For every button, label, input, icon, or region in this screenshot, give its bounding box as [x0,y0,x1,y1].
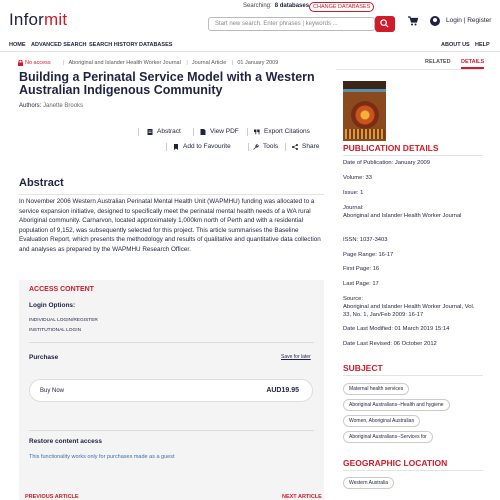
subject-chip[interactable]: Maternal health services [343,383,409,395]
no-access-badge: No access [18,60,51,66]
meta-date-last-revised: Date Last Revised: 06 October 2012 [343,341,437,347]
share-button[interactable]: Share [292,143,319,150]
divider [138,128,139,136]
tools-button[interactable]: Tools [253,143,278,150]
save-for-later-link[interactable]: Save for later [281,354,311,360]
journal-cover-image [343,81,386,141]
meta-date-of-publication: Date of Publication: January 2009 [343,160,431,166]
journal-link[interactable]: Aboriginal and Islander Health Worker Journal [68,60,181,66]
meta-journal-value: Aboriginal and Islander Health Worker Journal [343,213,462,219]
abstract-button[interactable]: Abstract [147,128,181,135]
add-to-favourite-button[interactable]: Add to Favourite [173,143,231,150]
meta-last-page: Last Page: 17 [343,281,379,287]
meta-volume: Volume: 33 [343,175,373,181]
divider [247,128,248,136]
access-content-panel [19,280,324,500]
search-input[interactable]: Start new search. Enter phrases | keywords ... [208,17,375,31]
meta-issue: Issue: 1 [343,190,364,196]
share-icon [292,144,298,150]
article-type: Journal Article [191,60,227,66]
user-icon[interactable] [430,16,440,26]
meta-source-label: Source: [343,296,363,302]
meta-issn: ISSN: 1037-3403 [343,237,388,243]
divider [29,430,314,431]
individual-login-link[interactable]: INDIVIDUAL LOGIN/REGISTER [29,318,98,323]
nav-about-us[interactable]: ABOUT US [441,42,470,48]
authors: Authors: Janette Brooks [19,103,84,109]
article-title: Building a Perinatal Service Model with a Western Australian Indigenous Community [19,70,315,97]
login-register-link[interactable]: Login | Register [446,17,492,24]
tab-details[interactable]: DETAILS [461,59,484,69]
article-meta-bar: | Aboriginal and Islander Health Worker Journal | Journal Article | 01 January 2009 [63,60,279,66]
price: AUD19.95 [266,387,299,394]
access-content-heading: ACCESS CONTENT [29,286,94,293]
quote-icon [254,129,260,135]
subject-chip[interactable]: Aboriginal Australians--Services for [343,431,433,443]
purchase-label: Purchase [29,354,59,361]
search-button[interactable] [375,16,395,32]
search-icon [380,19,389,28]
nav-databases[interactable]: DATABASES [139,42,173,48]
meta-date-last-modified: Date Last Modified: 01 March 2019 15:14 [343,326,450,332]
institutional-login-link[interactable]: INSTITUTIONAL LOGIN [29,328,82,333]
geographic-location-heading: GEOGRAPHIC LOCATION [343,458,448,468]
divider [166,143,167,151]
subject-chip[interactable]: Women, Aboriginal Australian [343,415,420,427]
divider [343,155,483,156]
nav-search-history[interactable]: SEARCH HISTORY [89,42,138,48]
meta-page-range: Page Range: 16-17 [343,252,394,258]
meta-first-page: First Page: 16 [343,266,380,272]
restore-access-text: This functionality works only for purchases made as a guest [29,454,175,460]
author-link[interactable]: Janette Brooks [43,103,84,109]
view-pdf-button[interactable]: View PDF [200,128,239,135]
export-citations-button[interactable]: Export Citations [254,128,310,135]
divider [29,342,314,343]
divider [248,143,249,151]
subject-heading: SUBJECT [343,363,383,373]
abstract-divider [19,194,324,195]
restore-access-heading: Restore content access [29,438,102,445]
nav-home[interactable]: HOME [9,42,26,48]
buy-now-label: Buy Now [40,388,65,394]
lock-icon [18,60,23,66]
divider [193,128,194,136]
meta-source-value: Aboriginal and Islander Health Worker Journal, Vol. 33, No. 1, Jan/Feb 2009: 16-17 [343,304,475,318]
tabs-divider [336,69,482,70]
login-options-label: Login Options: [29,302,76,309]
article-date: 01 January 2009 [237,60,279,66]
meta-journal-label: Journal: [343,205,364,211]
abstract-text: In November 2006 Western Australian Perinatal Mental Health Unit (WAPMHU) funding was allocated to a service expansion initiative, designed to specifically meet the perinatal mental health needs of a WA rural Aboriginal community. Carnarvon, located approximately 1,000km north of Perth and with a residential population of 9,152, was subsequently selected for this project. This article summarises the Baseline Evaluation Report, which presents the methodology and results of qualitative and quantitative data collection and analyses as prepared by the WAPMHU Research Officer. [19,198,321,253]
searching-databases: Searching: 8 databases [243,3,310,9]
informit-logo[interactable]: Informit [9,10,68,29]
buy-now-button[interactable] [29,379,313,402]
nav-help[interactable]: HELP [475,42,490,48]
bookmark-icon [173,144,179,150]
wrench-icon [253,144,259,150]
cart-icon[interactable] [408,16,418,26]
change-databases-button[interactable]: CHANGE DATABASES [309,2,374,12]
divider [343,375,483,376]
next-article-link[interactable]: NEXT ARTICLE [282,494,322,500]
divider [343,470,483,471]
main-nav [0,40,500,52]
divider [285,143,286,151]
previous-article-link[interactable]: PREVIOUS ARTICLE [25,494,79,500]
nav-advanced-search[interactable]: ADVANCED SEARCH [31,42,87,48]
subject-chip[interactable]: Aboriginal Australians--Health and hygiene [343,399,450,411]
geographic-chip[interactable]: Western Australia [343,477,394,489]
file-icon [200,129,206,135]
publication-details-heading: PUBLICATION DETAILS [343,143,439,153]
abstract-heading: Abstract [19,177,64,189]
tab-related[interactable]: RELATED [425,59,451,65]
document-icon [147,129,153,135]
